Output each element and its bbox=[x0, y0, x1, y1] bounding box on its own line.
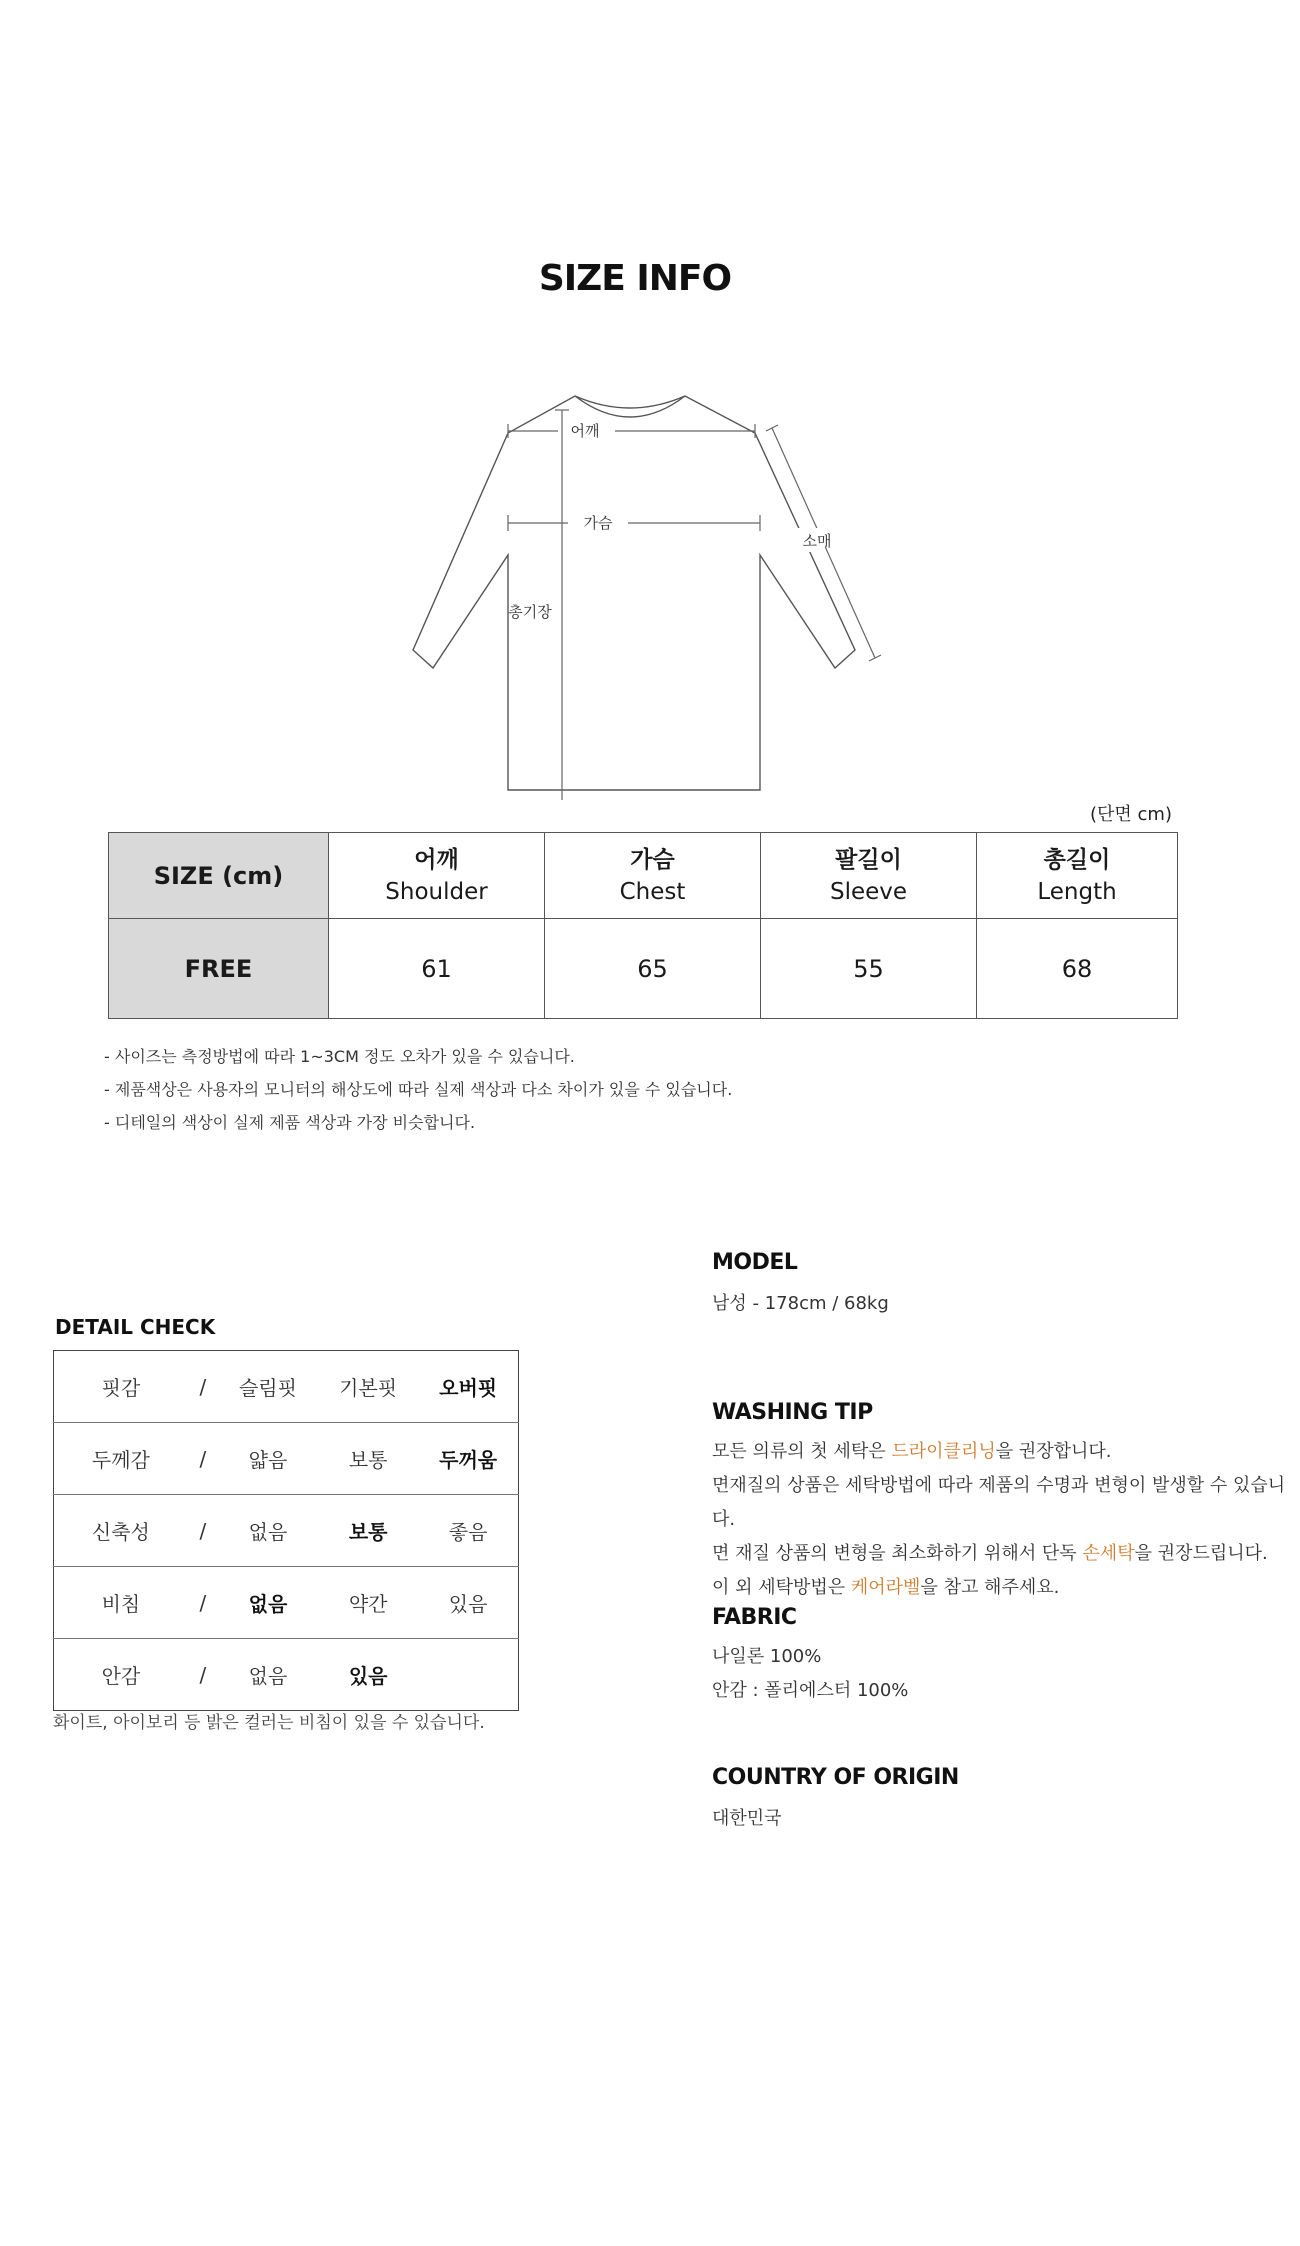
detail-separator: / bbox=[188, 1567, 218, 1639]
detail-check-table bbox=[53, 1350, 519, 1711]
model-section bbox=[712, 1250, 1292, 1321]
washing-text: 면 재질 상품의 변형을 최소화하기 위해서 단독 bbox=[712, 1543, 1083, 1564]
detail-row bbox=[54, 1423, 519, 1495]
detail-option: 얇음 bbox=[218, 1423, 318, 1495]
detail-check-note: 화이트, 아이보리 등 밝은 컬러는 비침이 있을 수 있습니다. bbox=[53, 1713, 485, 1733]
detail-option: 보통 bbox=[318, 1423, 418, 1495]
detail-category: 안감 bbox=[101, 1664, 141, 1688]
size-notes bbox=[104, 1040, 732, 1139]
detail-category: 핏감 bbox=[54, 1351, 188, 1423]
unit-note: (단면 cm) bbox=[1090, 804, 1172, 825]
fabric-title: FABRIC bbox=[712, 1605, 797, 1630]
header-en: Shoulder bbox=[385, 878, 488, 905]
detail-option: 보통 bbox=[318, 1495, 418, 1567]
washing-line bbox=[712, 1435, 1292, 1469]
origin-text: 대한민국 bbox=[712, 1808, 782, 1829]
value-shoulder: 61 bbox=[329, 919, 545, 1019]
detail-category: 신축성 bbox=[54, 1495, 188, 1567]
washing-text: 을 권장드립니다. bbox=[1134, 1543, 1268, 1564]
washing-text: 이 외 세탁방법은 bbox=[712, 1577, 851, 1598]
size-table bbox=[108, 832, 1178, 1019]
detail-option: 없음 bbox=[218, 1567, 318, 1639]
header-length bbox=[977, 833, 1178, 919]
header-ko: 어깨 bbox=[414, 846, 459, 873]
header-en: Length bbox=[1037, 878, 1117, 905]
washing-text: 모든 의류의 첫 세탁은 bbox=[712, 1441, 892, 1462]
washing-highlight: 손세탁 bbox=[1082, 1543, 1135, 1564]
fabric-section bbox=[712, 1605, 1292, 1708]
detail-option: 좋음 bbox=[418, 1495, 518, 1567]
garment-outline bbox=[413, 396, 855, 790]
detail-option: 기본핏 bbox=[318, 1351, 418, 1423]
model-title: MODEL bbox=[712, 1250, 798, 1275]
detail-option: 없음 bbox=[248, 1664, 288, 1688]
detail-separator: / bbox=[188, 1351, 218, 1423]
detail-row bbox=[54, 1567, 519, 1639]
size-table-header bbox=[109, 833, 1178, 919]
detail-row bbox=[54, 1639, 519, 1711]
washing-highlight: 드라이클리닝 bbox=[891, 1441, 996, 1462]
detail-row bbox=[54, 1351, 519, 1423]
header-en: Chest bbox=[619, 878, 686, 905]
note-item: - 사이즈는 측정방법에 따라 1~3CM 정도 오차가 있을 수 있습니다. bbox=[104, 1047, 575, 1066]
washing-text: 을 참고 해주세요. bbox=[920, 1577, 1060, 1598]
washing-line: 면재질의 상품은 세탁방법에 따라 제품의 수명과 변형이 발생할 수 있습니다. bbox=[712, 1475, 1286, 1530]
diagram-label-chest: 가슴 bbox=[583, 514, 613, 532]
header-en: Sleeve bbox=[829, 878, 908, 905]
model-text: 남성 - 178cm / 68kg bbox=[712, 1293, 889, 1314]
detail-check-title: DETAIL CHECK bbox=[55, 1315, 216, 1339]
washing-section bbox=[712, 1400, 1292, 1605]
washing-text: 을 권장합니다. bbox=[995, 1441, 1112, 1462]
detail-separator: / bbox=[199, 1662, 207, 1687]
fabric-line: 나일론 100% bbox=[712, 1646, 822, 1667]
note-item: - 디테일의 색상이 실제 제품 색상과 가장 비슷합니다. bbox=[104, 1113, 476, 1132]
table-row bbox=[109, 919, 1178, 1019]
header-ko: 팔길이 bbox=[835, 846, 902, 873]
detail-option: 있음 bbox=[418, 1567, 518, 1639]
fabric-line: 안감 : 폴리에스터 100% bbox=[712, 1680, 909, 1701]
detail-option: 슬림핏 bbox=[218, 1351, 318, 1423]
washing-line bbox=[712, 1537, 1292, 1571]
header-chest bbox=[545, 833, 761, 919]
header-ko: 총길이 bbox=[1043, 846, 1111, 873]
washing-line bbox=[712, 1571, 1292, 1605]
detail-option: 두꺼움 bbox=[418, 1423, 518, 1495]
diagram-label-sleeve: 소매 bbox=[802, 532, 832, 550]
diagram-label-length: 총기장 bbox=[508, 603, 552, 621]
origin-section bbox=[712, 1765, 1292, 1836]
detail-option: 있음 bbox=[348, 1664, 388, 1688]
detail-separator: / bbox=[188, 1423, 218, 1495]
origin-title: COUNTRY OF ORIGIN bbox=[712, 1765, 959, 1790]
detail-option: 없음 bbox=[218, 1495, 318, 1567]
note-item: - 제품색상은 사용자의 모니터의 해상도에 따라 실제 색상과 다소 차이가 있을 수 있습니다. bbox=[104, 1080, 733, 1099]
washing-title: WASHING TIP bbox=[712, 1400, 873, 1425]
detail-option: 약간 bbox=[318, 1567, 418, 1639]
detail-category: 두께감 bbox=[54, 1423, 188, 1495]
diagram-label-shoulder: 어깨 bbox=[570, 422, 600, 440]
value-chest: 65 bbox=[545, 919, 761, 1019]
value-length: 68 bbox=[977, 919, 1178, 1019]
garment-sketch bbox=[330, 380, 960, 800]
detail-row bbox=[54, 1495, 519, 1567]
size-table-corner: SIZE (cm) bbox=[109, 833, 329, 919]
washing-highlight: 케어라벨 bbox=[850, 1577, 921, 1598]
size-label: FREE bbox=[109, 919, 329, 1019]
detail-option: 오버핏 bbox=[418, 1351, 518, 1423]
value-sleeve: 55 bbox=[761, 919, 977, 1019]
header-sleeve bbox=[761, 833, 977, 919]
header-ko: 가슴 bbox=[630, 846, 675, 873]
detail-separator: / bbox=[188, 1495, 218, 1567]
page-title: SIZE INFO bbox=[538, 258, 732, 299]
detail-option bbox=[418, 1639, 518, 1711]
garment-diagram bbox=[330, 380, 960, 800]
header-shoulder bbox=[329, 833, 545, 919]
detail-category: 비침 bbox=[54, 1567, 188, 1639]
